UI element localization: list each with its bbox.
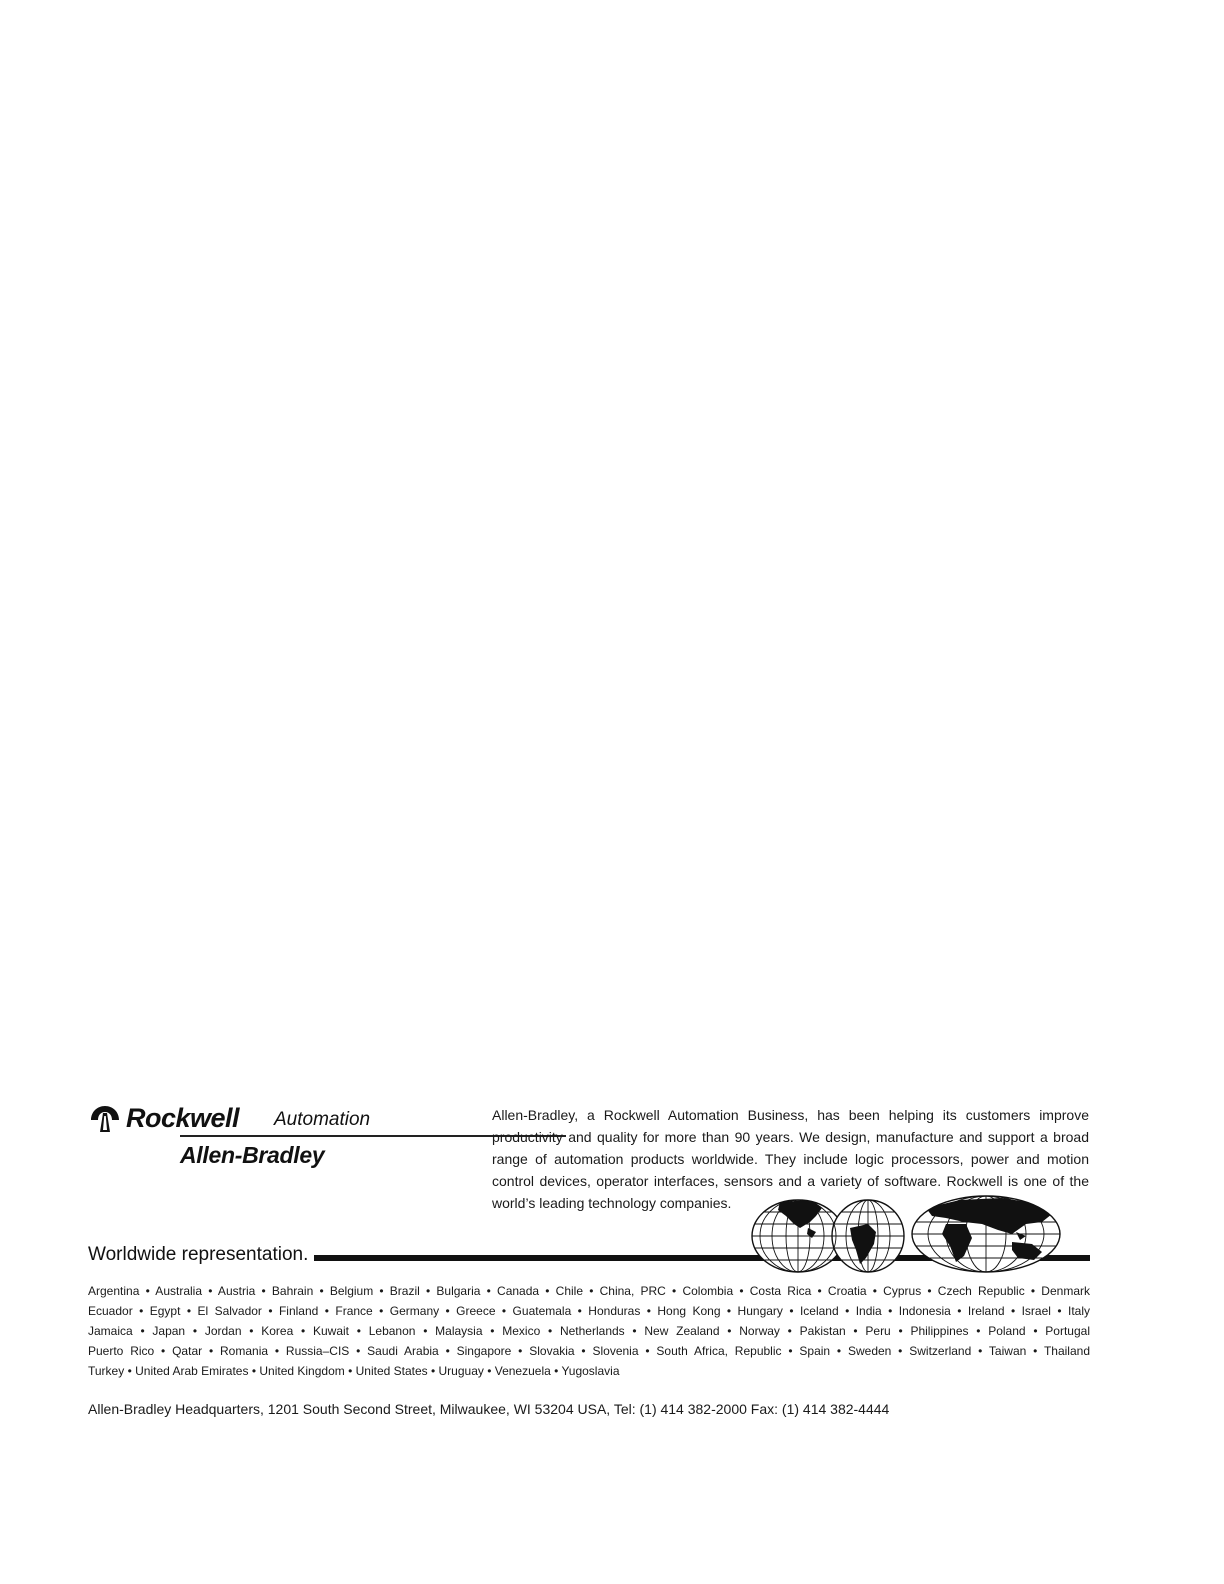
country-list-line: Jamaica • Japan • Jordan • Korea • Kuwait • Lebanon • Malaysia • Mexico • Netherlands • New Zealand • Norway • Pakistan • Peru • Philippines • Poland • Portugal bbox=[88, 1324, 1090, 1338]
world-map-icon bbox=[750, 1194, 1062, 1274]
country-list bbox=[88, 1281, 1090, 1381]
rockwell-wordmark: Rockwell bbox=[126, 1103, 240, 1133]
country-list-line: Turkey • United Arab Emirates • United Kingdom • United States • Uruguay • Venezuela • Yugoslavia bbox=[88, 1364, 620, 1378]
rockwell-logo-icon bbox=[88, 1104, 122, 1134]
allen-bradley-wordmark: Allen-Bradley bbox=[180, 1142, 325, 1168]
country-list-line: Ecuador • Egypt • El Salvador • Finland • France • Germany • Greece • Guatemala • Honduras • Hong Kong • Hungary • Iceland • India • Indonesia • Ireland • Israel • Italy bbox=[88, 1304, 1090, 1318]
company-description: Allen-Bradley, a Rockwell Automation Business, has been helping its customers improve productivity and quality for more than 90 years. We design, manufacture and support a broad range of automation products worldwide. They include logic processors, power and motion control devices, operator interfaces, sensors and a variety of software. Rockwell is one of the world’s leading technology companies. bbox=[492, 1107, 1089, 1211]
headquarters-address: Allen-Bradley Headquarters, 1201 South Second Street, Milwaukee, WI 53204 USA, Tel: (1) 414 382-2000 Fax: (1) 414 382-4444 bbox=[88, 1401, 890, 1417]
brand-logo-block bbox=[88, 1100, 476, 1180]
worldwide-representation-row bbox=[88, 1238, 1090, 1274]
country-list-line: Argentina • Australia • Austria • Bahrain • Belgium • Brazil • Bulgaria • Canada • Chile • China, PRC • Colombia • Costa Rica • Croatia • Cyprus • Czech Republic • Denmark bbox=[88, 1284, 1090, 1298]
country-list-line: Puerto Rico • Qatar • Romania • Russia–CIS • Saudi Arabia • Singapore • Slovakia • Slovenia • South Africa, Republic • Spain • Sweden • Switzerland • Taiwan • Thailand bbox=[88, 1344, 1090, 1358]
worldwide-representation-title: Worldwide representation. bbox=[88, 1244, 309, 1265]
automation-wordmark: Automation bbox=[274, 1109, 371, 1130]
